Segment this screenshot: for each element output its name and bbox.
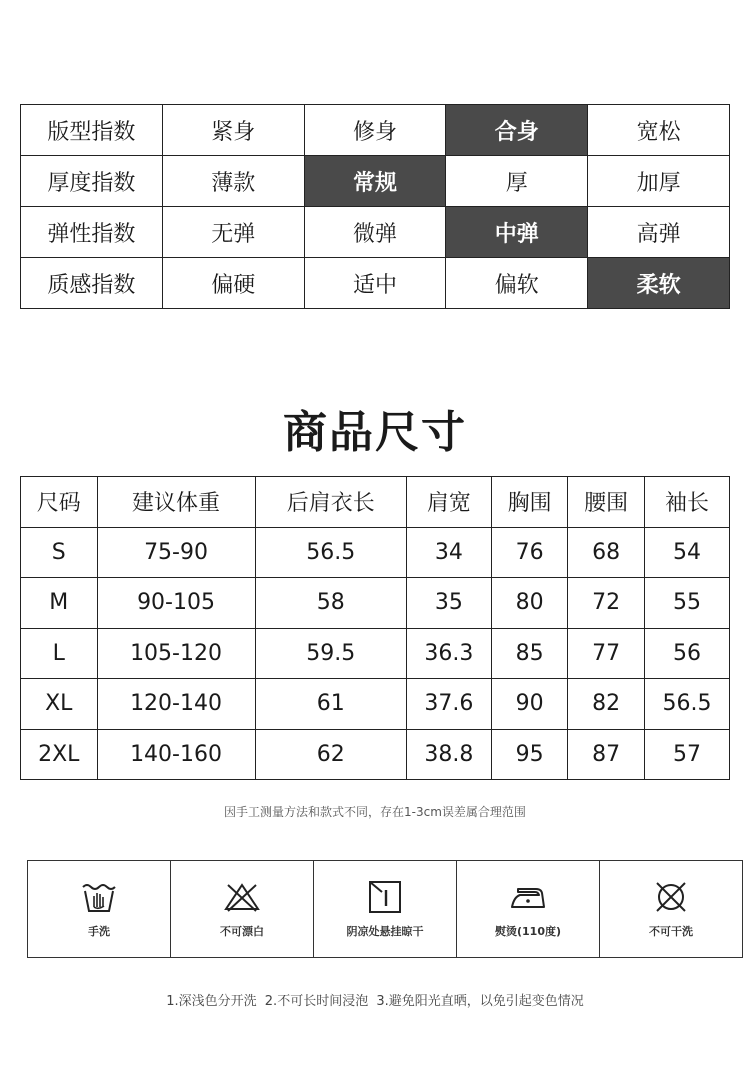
size-row (21, 729, 730, 780)
care-no-bleach (171, 861, 314, 957)
care-label: 不可干洗 (649, 925, 693, 938)
size-title: 商品尺寸 (283, 407, 467, 458)
size-cell: 105-120 (97, 628, 255, 679)
size-header-cell: 尺码 (21, 477, 98, 528)
size-cell: 68 (568, 527, 645, 578)
index-option: 薄款 (162, 156, 304, 207)
size-cell: 36.3 (406, 628, 491, 679)
size-row (21, 527, 730, 578)
index-option: 微弹 (304, 207, 446, 258)
size-cell: M (21, 578, 98, 629)
size-cell: 34 (406, 527, 491, 578)
size-cell: 38.8 (406, 729, 491, 780)
size-cell: 77 (568, 628, 645, 679)
care-dry-in-shade (314, 861, 457, 957)
size-header-cell: 胸围 (491, 477, 568, 528)
no-dry-clean-icon (651, 879, 691, 915)
size-cell: 120-140 (97, 679, 255, 730)
size-cell: S (21, 527, 98, 578)
size-cell: 37.6 (406, 679, 491, 730)
size-cell: 54 (644, 527, 729, 578)
index-option-selected: 常规 (304, 156, 446, 207)
index-option-selected: 中弹 (446, 207, 588, 258)
care-instructions (27, 860, 743, 958)
size-cell: 82 (568, 679, 645, 730)
size-cell: 56 (644, 628, 729, 679)
index-option: 无弹 (162, 207, 304, 258)
iron-110-icon (508, 879, 548, 915)
size-table (20, 476, 730, 780)
size-cell: 85 (491, 628, 568, 679)
size-cell: 80 (491, 578, 568, 629)
size-row (21, 628, 730, 679)
size-header-cell: 后肩衣长 (255, 477, 406, 528)
index-option-selected: 柔软 (588, 258, 730, 309)
care-iron (457, 861, 600, 957)
index-label: 厚度指数 (21, 156, 163, 207)
index-label: 弹性指数 (21, 207, 163, 258)
size-row (21, 578, 730, 629)
size-header-row (21, 477, 730, 528)
index-option: 紧身 (162, 105, 304, 156)
size-cell: 56.5 (644, 679, 729, 730)
size-header-cell: 建议体重 (97, 477, 255, 528)
care-label: 阴凉处悬挂晾干 (346, 925, 424, 938)
dry-in-shade-icon (365, 879, 405, 915)
care-hand-wash (28, 861, 171, 957)
size-cell: 90 (491, 679, 568, 730)
care-no-dry-clean (600, 861, 742, 957)
size-cell: 57 (644, 729, 729, 780)
size-cell: 95 (491, 729, 568, 780)
size-cell: 61 (255, 679, 406, 730)
size-header-cell: 肩宽 (406, 477, 491, 528)
size-cell: 35 (406, 578, 491, 629)
hand-wash-icon (79, 879, 119, 915)
index-row (21, 105, 730, 156)
index-row (21, 156, 730, 207)
care-footer-note: 1.深浅色分开洗 2.不可长时间浸泡 3.避免阳光直晒，以免引起变色情况 (166, 994, 584, 1009)
size-cell: 56.5 (255, 527, 406, 578)
index-option: 偏硬 (162, 258, 304, 309)
care-label: 手洗 (88, 925, 110, 938)
index-option: 宽松 (588, 105, 730, 156)
measurement-note: 因手工测量方法和款式不同，存在1-3cm误差属合理范围 (224, 805, 526, 819)
index-label: 版型指数 (21, 105, 163, 156)
index-option: 厚 (446, 156, 588, 207)
size-header-cell: 袖长 (644, 477, 729, 528)
no-bleach-icon (222, 879, 262, 915)
size-row (21, 679, 730, 730)
size-cell: 75-90 (97, 527, 255, 578)
size-cell: 58 (255, 578, 406, 629)
size-cell: 2XL (21, 729, 98, 780)
index-table (20, 104, 730, 309)
size-cell: 72 (568, 578, 645, 629)
index-option: 偏软 (446, 258, 588, 309)
index-option: 修身 (304, 105, 446, 156)
size-cell: 90-105 (97, 578, 255, 629)
care-label: 熨烫(110度) (494, 925, 562, 938)
size-cell: 59.5 (255, 628, 406, 679)
size-header-cell: 腰围 (568, 477, 645, 528)
index-option: 加厚 (588, 156, 730, 207)
care-label: 不可漂白 (220, 925, 264, 938)
size-cell: L (21, 628, 98, 679)
size-cell: 76 (491, 527, 568, 578)
index-option-selected: 合身 (446, 105, 588, 156)
index-row (21, 258, 730, 309)
index-option: 高弹 (588, 207, 730, 258)
size-cell: 62 (255, 729, 406, 780)
index-label: 质感指数 (21, 258, 163, 309)
size-cell: 55 (644, 578, 729, 629)
index-row (21, 207, 730, 258)
size-cell: XL (21, 679, 98, 730)
index-option: 适中 (304, 258, 446, 309)
size-cell: 87 (568, 729, 645, 780)
size-cell: 140-160 (97, 729, 255, 780)
